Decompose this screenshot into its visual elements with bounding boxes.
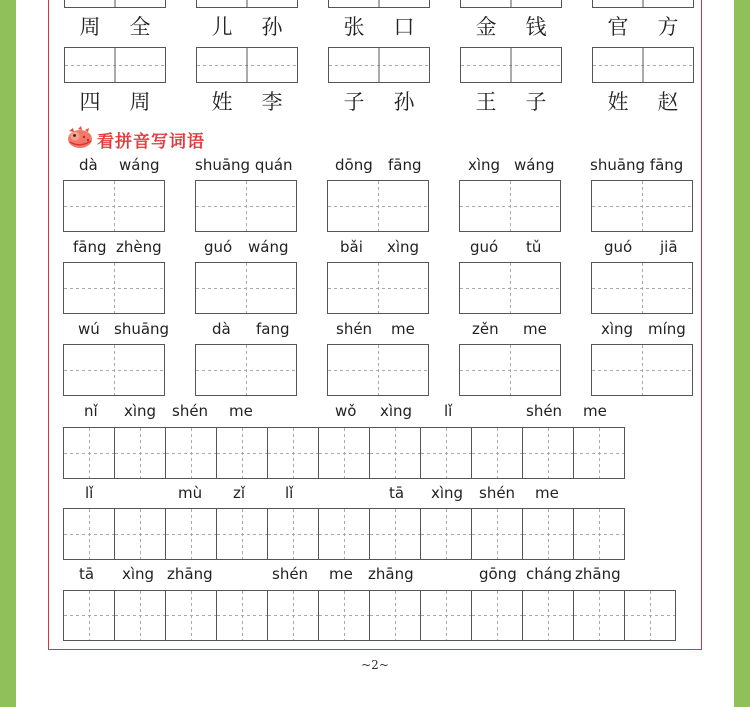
writing-box — [63, 344, 165, 396]
pinyin-label: zhèng — [116, 238, 162, 256]
dragon-icon — [66, 126, 94, 150]
pinyin-label: dōng — [335, 156, 373, 174]
pinyin-label: zhāng — [575, 565, 621, 583]
writing-cell — [522, 508, 574, 560]
pinyin-label: shuāng fāng — [590, 156, 684, 174]
pinyin-label: gōng — [479, 565, 517, 583]
pinyin-label: xìng — [124, 402, 157, 420]
writing-cell — [165, 427, 217, 479]
writing-cell — [318, 508, 370, 560]
writing-box — [328, 47, 430, 83]
writing-cell — [420, 427, 472, 479]
writing-box — [459, 180, 561, 232]
character-pair: 官 方 — [607, 15, 679, 39]
writing-cell — [216, 590, 268, 641]
writing-box — [328, 0, 430, 8]
writing-box — [459, 344, 561, 396]
pinyin-label: me — [535, 484, 559, 502]
writing-box — [460, 47, 562, 83]
character-pair: 张 口 — [343, 15, 415, 39]
pinyin-label: tā — [79, 565, 95, 583]
writing-cell — [573, 508, 625, 560]
writing-box — [64, 47, 166, 83]
writing-box — [63, 180, 165, 232]
writing-cell — [522, 590, 574, 641]
worksheet-page — [16, 0, 734, 707]
writing-box — [327, 262, 429, 314]
pinyin-label: cháng — [526, 565, 572, 583]
character-pair: 王 子 — [475, 90, 547, 114]
pinyin-label: xìng — [468, 156, 501, 174]
pinyin-label: guó — [470, 238, 499, 256]
writing-cell — [318, 590, 370, 641]
pinyin-label: guó — [604, 238, 633, 256]
pinyin-label: bǎi — [340, 238, 363, 256]
pinyin-label: shuāng quán — [195, 156, 293, 174]
writing-cell — [471, 590, 523, 641]
pinyin-label: shén — [479, 484, 516, 502]
writing-grid — [63, 590, 675, 641]
writing-cell — [267, 590, 319, 641]
section-title: 看拼音写词语 — [97, 132, 205, 152]
writing-cell — [114, 427, 166, 479]
pinyin-label: fāng — [388, 156, 422, 174]
writing-cell — [216, 508, 268, 560]
writing-box — [196, 0, 298, 8]
writing-box — [196, 47, 298, 83]
writing-cell — [165, 508, 217, 560]
pinyin-label: xìng — [380, 402, 413, 420]
pinyin-label: tǔ — [526, 238, 542, 256]
pinyin-label: shén — [172, 402, 209, 420]
pinyin-label: tā — [389, 484, 405, 502]
pinyin-label: nǐ — [84, 402, 98, 420]
pinyin-label: shuāng — [114, 320, 170, 338]
writing-box — [592, 0, 694, 8]
pinyin-label: wáng — [514, 156, 555, 174]
writing-cell — [420, 508, 472, 560]
pinyin-label: shén — [336, 320, 373, 338]
writing-cell — [63, 427, 115, 479]
pinyin-label: wú — [78, 320, 100, 338]
character-pair: 儿 孙 — [211, 15, 283, 39]
pinyin-label: xìng — [387, 238, 420, 256]
writing-cell — [420, 590, 472, 641]
pinyin-label: dà — [79, 156, 98, 174]
pinyin-label: guó — [204, 238, 233, 256]
pinyin-label: xìng — [431, 484, 464, 502]
writing-box — [195, 180, 297, 232]
pinyin-label: me — [583, 402, 607, 420]
writing-cell — [165, 590, 217, 641]
writing-cell — [216, 427, 268, 479]
writing-cell — [624, 590, 676, 641]
writing-cell — [318, 427, 370, 479]
writing-cell — [471, 508, 523, 560]
writing-box — [64, 0, 166, 8]
pinyin-label: lǐ — [444, 402, 453, 420]
character-pair: 姓 李 — [211, 90, 283, 114]
writing-grid — [63, 508, 624, 560]
pinyin-label: me — [229, 402, 253, 420]
pinyin-label: wǒ — [335, 402, 357, 420]
writing-box — [195, 262, 297, 314]
pinyin-label: mù — [178, 484, 203, 502]
character-pair: 四 周 — [79, 90, 151, 114]
writing-cell — [369, 427, 421, 479]
character-pair: 金 钱 — [475, 15, 547, 39]
pinyin-label: me — [391, 320, 415, 338]
writing-cell — [63, 508, 115, 560]
writing-cell — [114, 590, 166, 641]
writing-box — [195, 344, 297, 396]
writing-box — [63, 262, 165, 314]
writing-cell — [114, 508, 166, 560]
writing-cell — [573, 427, 625, 479]
pinyin-label: zǐ — [233, 484, 246, 502]
writing-cell — [267, 508, 319, 560]
writing-cell — [369, 508, 421, 560]
pinyin-label: shén — [272, 565, 309, 583]
writing-box — [327, 180, 429, 232]
writing-cell — [267, 427, 319, 479]
pinyin-label: fāng — [73, 238, 107, 256]
character-pair: 周 全 — [79, 15, 151, 39]
pinyin-label: míng — [648, 320, 686, 338]
writing-box — [460, 0, 562, 8]
pinyin-label: me — [523, 320, 547, 338]
pinyin-label: jiā — [660, 238, 678, 256]
pinyin-label: lǐ — [85, 484, 94, 502]
writing-box — [591, 344, 693, 396]
pinyin-label: wáng — [119, 156, 160, 174]
character-pair: 子 孙 — [343, 90, 415, 114]
pinyin-label: dà — [212, 320, 231, 338]
pinyin-label: me — [329, 565, 353, 583]
writing-box — [327, 344, 429, 396]
writing-cell — [522, 427, 574, 479]
pinyin-label: lǐ — [285, 484, 294, 502]
writing-box — [459, 262, 561, 314]
writing-box — [592, 47, 694, 83]
page-number: ~2~ — [361, 658, 389, 672]
writing-cell — [369, 590, 421, 641]
pinyin-label: xìng — [601, 320, 634, 338]
writing-cell — [573, 590, 625, 641]
writing-box — [591, 262, 693, 314]
pinyin-label: zhāng — [167, 565, 213, 583]
writing-grid — [63, 427, 624, 479]
writing-cell — [63, 590, 115, 641]
writing-cell — [471, 427, 523, 479]
pinyin-label: wáng — [248, 238, 289, 256]
writing-box — [591, 180, 693, 232]
pinyin-label: zěn — [472, 320, 499, 338]
pinyin-label: zhāng — [368, 565, 414, 583]
character-pair: 姓 赵 — [607, 90, 679, 114]
pinyin-label: xìng — [122, 565, 155, 583]
pinyin-label: shén — [526, 402, 563, 420]
pinyin-label: fang — [256, 320, 290, 338]
